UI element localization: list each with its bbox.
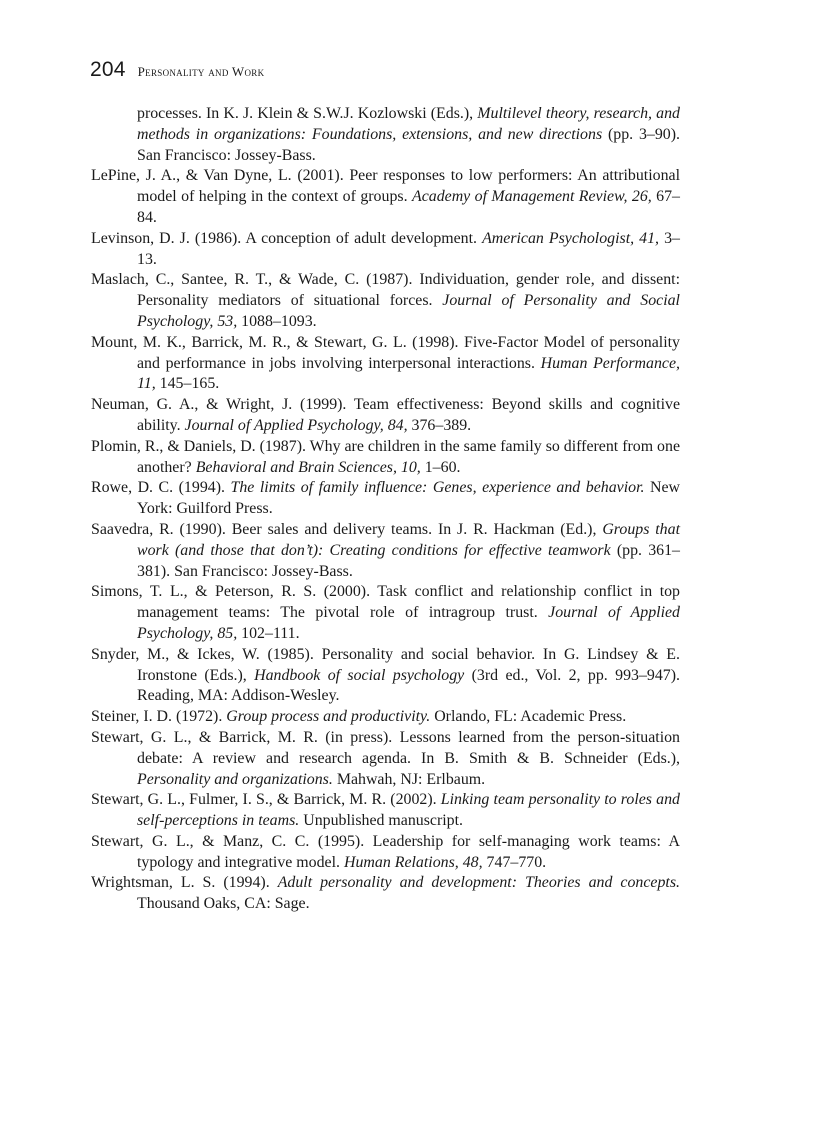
reference-text: (pp. 3–90). San Francisco: Jossey-Bass. (137, 125, 681, 164)
reference-text: Mahwah, NJ: Erlbaum. (332, 770, 486, 788)
reference-entry (91, 270, 680, 332)
reference-entry (91, 832, 680, 874)
reference-text: Orlando, FL: Academic Press. (430, 708, 627, 726)
reference-text: 145–165. (155, 375, 220, 393)
reference-list (91, 104, 680, 915)
reference-text: 3–13. (137, 229, 680, 268)
reference-source-title: Human Performance, 11, (137, 354, 680, 393)
reference-entry (91, 229, 680, 271)
reference-text: Simons, T. L., & Peterson, R. S. (2000). Task conflict and relationship conflict in top management teams: The pivotal role of intragroup trust. (91, 583, 680, 622)
reference-entry (91, 873, 680, 915)
reference-entry (91, 437, 680, 479)
reference-source-title: American Psychologist, 41, (482, 229, 660, 247)
reference-text: Stewart, G. L., & Manz, C. C. (1995). Leadership for self-managing work teams: A typology and integrative model. (91, 832, 680, 871)
reference-text: 67–84. (137, 188, 681, 226)
reference-text: Snyder, M., & Ickes, W. (1985). Personality and social behavior. In G. Lindsey & E. Ironstone (Eds.), (91, 645, 680, 684)
reference-entry (91, 728, 680, 790)
reference-text: 1088–1093. (237, 312, 317, 330)
reference-text: (pp. 361–381). San Francisco: Jossey-Bass. (137, 541, 680, 580)
reference-text: LePine, J. A., & Van Dyne, L. (2001). Peer responses to low performers: An attributional model of helping in the context of groups. (91, 167, 680, 206)
reference-text: 1–60. (420, 458, 461, 476)
reference-entry (91, 333, 680, 395)
reference-entry (91, 395, 680, 437)
reference-source-title: Academy of Management Review, 26, (411, 188, 652, 206)
reference-source-title: Human Relations, 48, (343, 853, 483, 871)
reference-text: Plomin, R., & Daniels, D. (1987). Why are children in the same family so different from one another? (91, 437, 681, 476)
reference-entry (91, 790, 680, 832)
reference-entry (91, 582, 680, 644)
reference-text: Stewart, G. L., Fulmer, I. S., & Barrick, M. R. (2002). (91, 791, 441, 809)
reference-text: 102–111. (237, 624, 300, 642)
reference-source-title: Multilevel theory, research, and methods in organizations: Foundations, extensions, and new directions (137, 105, 680, 143)
reference-source-title: Personality and organizations. (137, 770, 333, 788)
reference-text: Steiner, I. D. (1972). (91, 708, 227, 726)
reference-text: Wrightsman, L. S. (1994). (91, 874, 278, 892)
reference-text: Levinson, D. J. (1986). A conception of adult development. (91, 229, 483, 247)
reference-text: Neuman, G. A., & Wright, J. (1999). Team effectiveness: Beyond skills and cognitive ability. (91, 396, 680, 434)
reference-text: New York: Guilford Press. (137, 479, 680, 518)
reference-text: Maslach, C., Santee, R. T., & Wade, C. (1987). Individuation, gender role, and dissent: Personality mediators of situational forces. (91, 271, 680, 310)
reference-source-title: Journal of Applied Psychology, 84, (184, 416, 408, 434)
reference-text: processes. In K. J. Klein & S.W.J. Kozlowski (Eds.), (137, 105, 478, 122)
reference-source-title: Group process and productivity. (226, 708, 431, 726)
reference-text: (3rd ed., Vol. 2, pp. 993–947). Reading, MA: Addison-Wesley. (137, 666, 681, 705)
reference-text: Stewart, G. L., & Barrick, M. R. (in press). Lessons learned from the person-situation debate: A review and research agenda. In B. Smith & B. Schneider (Eds.), (91, 728, 680, 767)
reference-entry (91, 645, 680, 707)
reference-source-title: Adult personality and development: Theories and concepts. (277, 874, 681, 892)
reference-source-title: Groups that work (and those that don’t): Creating conditions for effective teamwork (137, 520, 680, 559)
reference-text: 747–770. (482, 853, 547, 871)
reference-source-title: Journal of Applied Psychology, 85, (137, 604, 680, 642)
reference-source-title: The limits of family influence: Genes, experience and behavior. (230, 479, 645, 497)
reference-text: Unpublished manuscript. (299, 812, 464, 830)
running-head (90, 58, 264, 86)
reference-entry-continued (91, 104, 680, 166)
reference-text: Rowe, D. C. (1994). (91, 479, 231, 497)
reference-source-title: Behavioral and Brain Sciences, 10, (195, 458, 421, 476)
reference-text: Mount, M. K., Barrick, M. R., & Stewart, G. L. (1998). Five-Factor Model of personality and performance in jobs involving interpersonal interactions. (91, 333, 680, 372)
reference-entry (91, 707, 680, 728)
reference-entry (91, 478, 680, 520)
reference-text: Thousand Oaks, CA: Sage. (137, 895, 310, 913)
reference-source-title: Journal of Personality and Social Psychology, 53, (137, 292, 680, 330)
running-title: Personality and Work (137, 64, 265, 79)
reference-source-title: Handbook of social psychology (254, 666, 465, 684)
reference-entry (91, 520, 680, 582)
reference-text: 376–389. (407, 416, 472, 434)
reference-entry (91, 166, 680, 228)
reference-source-title: Linking team personality to roles and self-perceptions in teams. (137, 791, 680, 830)
page-number: 204 (90, 58, 126, 81)
reference-text: Saavedra, R. (1990). Beer sales and delivery teams. In J. R. Hackman (Ed.), (91, 520, 603, 538)
